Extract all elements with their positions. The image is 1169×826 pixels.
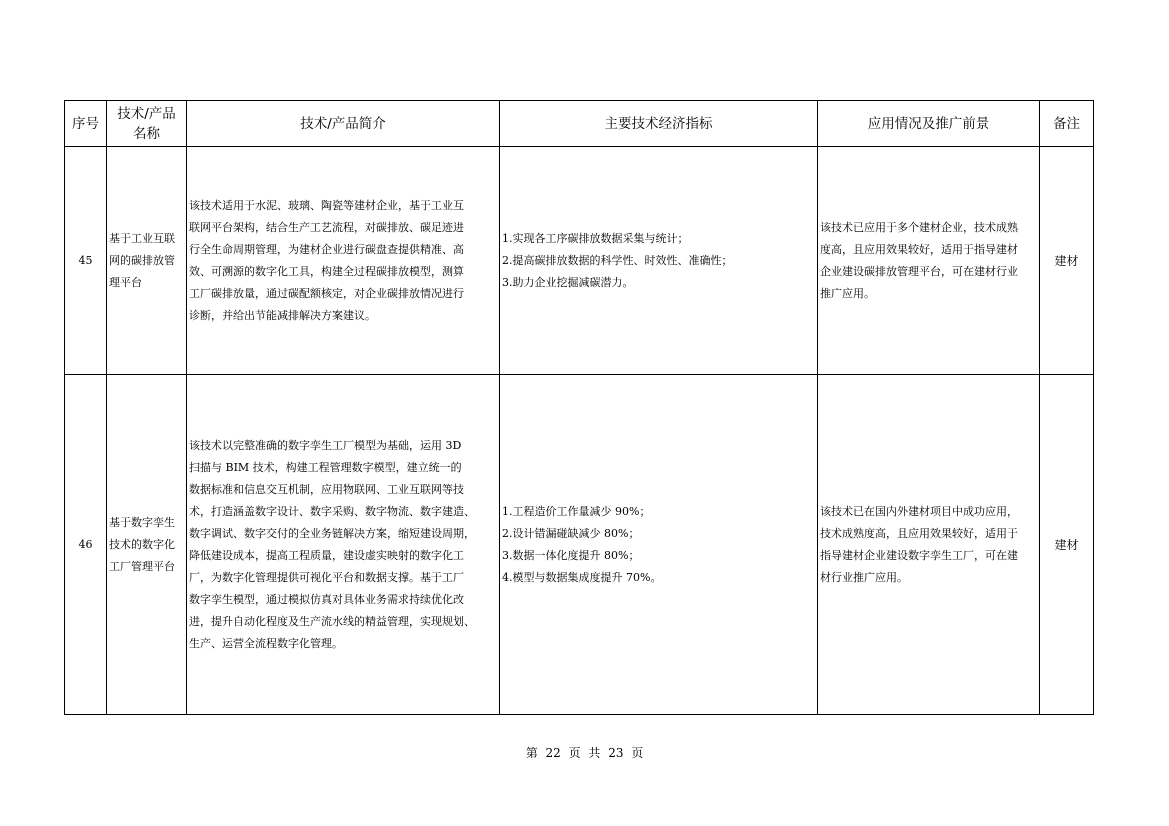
- row-intro-line: 数字调试、数字交付的全业务链解决方案，缩短建设周期，: [189, 526, 475, 540]
- page-number: 第 22 页 共 23 页: [525, 746, 644, 760]
- row-name-line: 基于工业互联: [109, 231, 175, 245]
- row-intro: [187, 375, 500, 715]
- row-application-line: 该技术已在国内外建材项目中成功应用，: [820, 504, 1018, 518]
- row-intro-line: 厂，为数字化管理提供可视化平台和数据支撑。基于工厂: [189, 570, 464, 584]
- row-intro-line: 术，打造涵盖数字设计、数字采购、数字物流、数字建造、: [189, 504, 475, 518]
- row-application-line: 技术成熟度高，且应用效果较好，适用于: [820, 526, 1018, 540]
- row-indicator-line: 3.数据一体化度提升 80%；: [502, 548, 640, 562]
- row-name: [107, 147, 187, 375]
- row-name-line: 网的碳排放管: [109, 253, 175, 267]
- row-application-line: 企业建设碳排放管理平台，可在建材行业: [820, 264, 1018, 278]
- table-row: [65, 147, 1094, 375]
- technology-table: [64, 100, 1094, 715]
- header-intro: 技术/产品简介: [187, 101, 500, 147]
- header-seq: 序号: [65, 101, 107, 147]
- row-application-line: 指导建材企业建设数字孪生工厂，可在建: [820, 548, 1018, 562]
- row-indicator-line: 3.助力企业挖掘减碳潜力。: [502, 275, 634, 289]
- row-seq: 45: [65, 147, 107, 375]
- row-intro-line: 该技术适用于水泥、玻璃、陶瓷等建材企业，基于工业互: [189, 198, 464, 212]
- row-application-line: 材行业推广应用。: [820, 570, 908, 584]
- row-intro: [187, 147, 500, 375]
- row-intro-line: 数字孪生模型，通过模拟仿真对具体业务需求持续优化改: [189, 592, 464, 606]
- row-application-line: 推广应用。: [820, 286, 875, 300]
- row-name: [107, 375, 187, 715]
- row-seq: 46: [65, 375, 107, 715]
- row-name-line: 技术的数字化: [109, 537, 175, 551]
- row-indicator-line: 4.模型与数据集成度提升 70%。: [502, 570, 662, 584]
- row-name-line: 基于数字孪生: [109, 515, 175, 529]
- header-application: 应用情况及推广前景: [818, 101, 1040, 147]
- row-indicator-line: 1.实现各工序碳排放数据采集与统计；: [502, 231, 689, 245]
- row-indicators: [500, 147, 818, 375]
- row-intro-line: 降低建设成本，提高工程质量，建设虚实映射的数字化工: [189, 548, 464, 562]
- header-indicators: 主要技术经济指标: [500, 101, 818, 147]
- row-application: [818, 147, 1040, 375]
- row-indicator-line: 2.提高碳排放数据的科学性、时效性、准确性；: [502, 253, 733, 267]
- header-note: 备注: [1040, 101, 1094, 147]
- row-indicator-line: 1.工程造价工作量减少 90%；: [502, 504, 651, 518]
- row-intro-line: 诊断，并给出节能减排解决方案建议。: [189, 308, 376, 322]
- row-intro-line: 联网平台架构，结合生产工艺流程，对碳排放、碳足迹进: [189, 220, 464, 234]
- row-intro-line: 扫描与 BIM 技术，构建工程管理数字模型，建立统一的: [189, 460, 462, 474]
- row-intro-line: 工厂碳排放量，通过碳配额核定，对企业碳排放情况进行: [189, 286, 464, 300]
- header-name: [107, 101, 187, 147]
- row-intro-line: 进，提升自动化程度及生产流水线的精益管理，实现规划、: [189, 614, 475, 628]
- table-header-row: [65, 101, 1094, 147]
- header-name-line1: 技术/产品: [117, 105, 176, 122]
- row-note: 建材: [1040, 147, 1094, 375]
- row-application-line: 该技术已应用于多个建材企业，技术成熟: [820, 220, 1018, 234]
- row-intro-line: 效、可溯源的数字化工具，构建全过程碳排放模型，测算: [189, 264, 464, 278]
- row-name-line: 理平台: [109, 275, 142, 289]
- row-name-line: 工厂管理平台: [109, 559, 175, 573]
- table-row: [65, 375, 1094, 715]
- row-intro-line: 数据标准和信息交互机制，应用物联网、工业互联网等技: [189, 482, 464, 496]
- row-indicators: [500, 375, 818, 715]
- row-application-line: 度高，且应用效果较好，适用于指导建材: [820, 242, 1018, 256]
- row-intro-line: 生产、运营全流程数字化管理。: [189, 636, 343, 650]
- row-indicator-line: 2.设计错漏碰缺减少 80%；: [502, 526, 640, 540]
- row-note: 建材: [1040, 375, 1094, 715]
- row-intro-line: 行全生命周期管理，为建材企业进行碳盘查提供精准、高: [189, 242, 464, 256]
- header-name-line2: 名称: [133, 125, 160, 142]
- row-application: [818, 375, 1040, 715]
- row-intro-line: 该技术以完整准确的数字孪生工厂模型为基础，运用 3D: [189, 438, 462, 452]
